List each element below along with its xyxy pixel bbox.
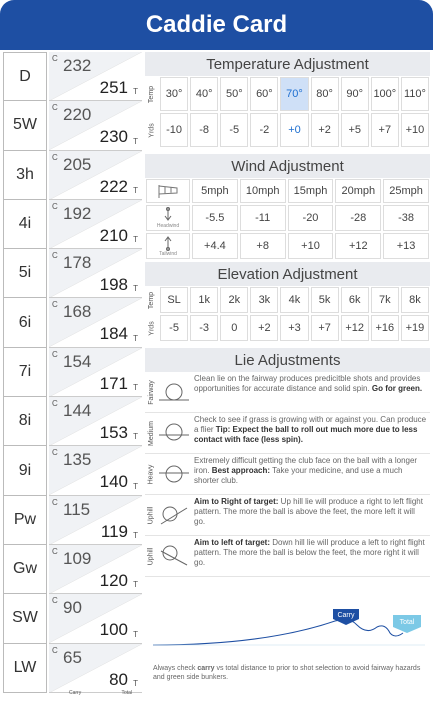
- carry-distance: 192: [63, 203, 92, 223]
- lie-description: [191, 372, 430, 412]
- lie-label-text: Heavy: [147, 464, 155, 484]
- temperature-yards-row: [145, 112, 430, 148]
- temperature-cell: 100°: [371, 77, 399, 111]
- temperature-yards-cell: -8: [190, 113, 218, 147]
- temperature-row: [145, 76, 430, 112]
- carry-marker: C: [52, 645, 58, 655]
- temperature-cell: 40°: [190, 77, 218, 111]
- elevation-yards-cell: +16: [371, 315, 399, 341]
- carry-marker: C: [52, 448, 58, 458]
- tailwind-cell: +10: [288, 233, 334, 259]
- lie-label: [145, 413, 157, 453]
- club-name: 9i: [3, 446, 47, 495]
- total-distance: 119: [100, 521, 128, 541]
- carry-marker: C: [52, 546, 58, 556]
- temperature-cell: 50°: [220, 77, 248, 111]
- total-marker: T: [133, 383, 138, 393]
- elevation-cell: 6k: [341, 287, 369, 313]
- distance-cell: [49, 397, 142, 446]
- page-title: Caddie Card: [145, 11, 288, 38]
- headwind-cell: -28: [335, 205, 381, 231]
- wind-title: Wind Adjustment: [145, 154, 430, 178]
- lie-title: Lie Adjustments: [145, 348, 430, 372]
- distance-column: [49, 52, 142, 693]
- elevation-yards-cell: +12: [341, 315, 369, 341]
- club-name: 5W: [3, 101, 47, 150]
- fairway-lie-icon: [157, 372, 191, 412]
- row-label: Temp: [148, 85, 156, 103]
- total-distance: 184: [99, 324, 128, 344]
- distance-cell: [49, 101, 142, 150]
- total-marker: T: [133, 629, 138, 639]
- elevation-yards-cell: -3: [190, 315, 218, 341]
- carry-marker: C: [52, 103, 58, 113]
- card-header: [0, 0, 433, 50]
- lie-row: [145, 495, 430, 536]
- temperature-cell: 80°: [311, 77, 339, 111]
- total-distance: 198: [99, 275, 128, 295]
- club-name: 3h: [3, 151, 47, 200]
- footer-note: [153, 664, 423, 682]
- lie-tip: Tip: Expect the ball to roll out much more due to less contact with face (less spin).: [194, 425, 418, 444]
- wind-speed-cell: 15mph: [288, 179, 334, 203]
- total-marker: T: [133, 481, 138, 491]
- total-tag-label: Total: [399, 619, 415, 626]
- carry-marker: C: [52, 399, 58, 409]
- wind-speed-cell: 20mph: [335, 179, 381, 203]
- total-marker: T: [133, 432, 138, 442]
- carry-marker: C: [52, 596, 58, 606]
- distance-cell: [49, 644, 142, 693]
- row-label: Yrds: [148, 320, 156, 336]
- total-distance: 230: [99, 127, 128, 147]
- total-marker: T: [133, 678, 138, 688]
- lie-description: [191, 495, 430, 535]
- total-marker: T: [133, 530, 138, 540]
- lie-text: Check to see if grass is growing with or against you. Can produce a flier: [194, 415, 427, 434]
- club-name: SW: [3, 594, 47, 643]
- temperature-yards-cell: +7: [371, 113, 399, 147]
- club-name: 6i: [3, 298, 47, 347]
- temperature-yards-cell: +2: [311, 113, 339, 147]
- elevation-yards-cell: +7: [311, 315, 339, 341]
- wind-speed-cell: 10mph: [240, 179, 286, 203]
- trajectory-graphic: [145, 579, 430, 649]
- lie-description: [191, 536, 430, 576]
- wind-speed-row: [145, 178, 430, 204]
- temperature-cell: 30°: [160, 77, 188, 111]
- lie-label: [145, 454, 157, 494]
- wind-speed-cell: 5mph: [192, 179, 238, 203]
- tailwind-icon: [146, 233, 190, 259]
- total-distance: 140: [99, 472, 128, 492]
- lie-label: [145, 372, 157, 412]
- total-marker: T: [133, 235, 138, 245]
- windsock-icon: [146, 179, 190, 203]
- temperature-yards-cell: +10: [401, 113, 429, 147]
- headwind-cell: -11: [240, 205, 286, 231]
- club-name: 7i: [3, 348, 47, 397]
- carry-distance: 205: [63, 154, 92, 174]
- temperature-yards-cell: -10: [160, 113, 188, 147]
- carry-distance: 65: [63, 647, 82, 667]
- distance-cell: [49, 249, 142, 298]
- elevation-yards-cell: +2: [250, 315, 278, 341]
- lie-label-text: Fairway: [147, 379, 155, 405]
- row-label: Temp: [148, 291, 156, 309]
- distance-cell: [49, 496, 142, 545]
- elevation-cell: 5k: [311, 287, 339, 313]
- carry-distance: 168: [63, 302, 92, 322]
- carry-marker: C: [52, 251, 58, 261]
- carry-marker: C: [52, 349, 58, 359]
- headwind-cell: -38: [383, 205, 429, 231]
- headwind-row: [145, 204, 430, 232]
- elevation-row: [145, 286, 430, 314]
- club-name: Pw: [3, 496, 47, 545]
- lie-tip: Aim to left of target:: [194, 538, 270, 547]
- heavy-lie-icon: [157, 454, 191, 494]
- carry-distance: 178: [63, 253, 92, 273]
- carry-distance: 154: [63, 351, 92, 371]
- lie-row: [145, 413, 430, 454]
- tailwind-cell: +13: [383, 233, 429, 259]
- total-legend-label: Total: [121, 690, 132, 696]
- total-marker: T: [133, 185, 138, 195]
- total-distance: 80: [109, 669, 128, 689]
- club-name: LW: [3, 644, 47, 693]
- distance-cell: [49, 151, 142, 200]
- lie-row: [145, 536, 430, 577]
- tailwind-row: [145, 232, 430, 260]
- distance-cell: [49, 298, 142, 347]
- tailwind-label: Tailwind: [159, 251, 177, 257]
- footer-note-text: Always check carry vs total distance to prior to shot selection to avoid fairway hazards and green side bunkers.: [153, 665, 421, 682]
- carry-trajectory-line: [153, 620, 403, 645]
- adjustments-panel: [145, 52, 430, 649]
- total-distance: 251: [99, 78, 128, 97]
- carry-distance: 135: [63, 450, 92, 470]
- temperature-title: Temperature Adjustment: [145, 52, 430, 76]
- total-distance: 210: [99, 225, 128, 245]
- total-distance: 153: [99, 423, 128, 443]
- club-name: 8i: [3, 397, 47, 446]
- distance-legend: [49, 690, 142, 700]
- temperature-yards-cell: -2: [250, 113, 278, 147]
- total-distance: 171: [99, 373, 128, 393]
- row-label: Yrds: [148, 122, 156, 138]
- distance-cell: [49, 594, 142, 643]
- elevation-yards-row: [145, 314, 430, 342]
- lie-label-text: Uphill: [147, 547, 155, 565]
- elevation-cell: 8k: [401, 287, 429, 313]
- lie-label: [145, 495, 157, 535]
- headwind-icon: [146, 205, 190, 231]
- total-tag: [393, 615, 421, 633]
- carry-legend-label: Carry: [69, 690, 82, 696]
- temperature-cell: 60°: [250, 77, 278, 111]
- total-distance: 100: [99, 620, 128, 640]
- total-distance: 222: [99, 176, 128, 196]
- temperature-yards-cell: +0: [280, 113, 308, 147]
- tailwind-cell: +4.4: [192, 233, 238, 259]
- carry-distance: 109: [63, 548, 92, 568]
- lie-row: [145, 454, 430, 495]
- lie-text-2: Take your medicine, and use a much shorter club.: [194, 466, 403, 485]
- tailwind-cell: +12: [335, 233, 381, 259]
- club-name: Gw: [3, 545, 47, 594]
- lie-text-2: Down hill lie will produce a left to right flight pattern. The more the ball is below the feet, the more right it will go.: [194, 538, 425, 567]
- temperature-yards-cell: +5: [341, 113, 369, 147]
- carry-marker: C: [52, 201, 58, 211]
- lie-description: [191, 413, 430, 453]
- elevation-yards-cell: +3: [280, 315, 308, 341]
- lie-label: [145, 536, 157, 576]
- club-column: [3, 52, 47, 693]
- lie-tip: Aim to Right of target:: [194, 497, 279, 506]
- distance-cell: [49, 200, 142, 249]
- lie-list: [145, 372, 430, 577]
- carry-distance: 232: [63, 56, 92, 75]
- elevation-cell: 3k: [250, 287, 278, 313]
- lie-row: [145, 372, 430, 413]
- club-name: 4i: [3, 200, 47, 249]
- headwind-label: Headwind: [156, 223, 180, 229]
- elevation-cell: 2k: [220, 287, 248, 313]
- carry-distance: 115: [63, 499, 91, 519]
- lie-label-text: Uphill: [147, 506, 155, 524]
- carry-marker: C: [52, 152, 58, 162]
- elevation-yards-cell: -5: [160, 315, 188, 341]
- carry-tag-label: Carry: [337, 612, 355, 619]
- temperature-yards-cell: -5: [220, 113, 248, 147]
- lie-text-2: Up hill lie will produce a right to left flight pattern. The more the ball is above the feet, the more left it will go.: [194, 497, 423, 526]
- club-name: 5i: [3, 249, 47, 298]
- temperature-cell: 90°: [341, 77, 369, 111]
- carry-marker: C: [52, 497, 58, 507]
- lie-description: [191, 454, 430, 494]
- total-marker: T: [133, 333, 138, 343]
- wind-speed-cell: 25mph: [383, 179, 429, 203]
- carry-distance: 90: [63, 598, 82, 618]
- lie-tip: Best approach:: [211, 466, 271, 475]
- elevation-cell: 7k: [371, 287, 399, 313]
- headwind-cell: -5.5: [192, 205, 238, 231]
- carry-distance: 144: [63, 401, 92, 421]
- carry-marker: C: [52, 54, 58, 63]
- note-emphasis: carry: [197, 665, 215, 672]
- headwind-cell: -20: [288, 205, 334, 231]
- total-marker: T: [133, 284, 138, 294]
- distance-cell: [49, 348, 142, 397]
- total-distance: 120: [99, 570, 128, 590]
- elevation-title: Elevation Adjustment: [145, 262, 430, 286]
- temperature-cell: 70°: [280, 77, 308, 111]
- distance-cell: [49, 545, 142, 594]
- lie-tip: Go for green.: [371, 384, 423, 393]
- carry-marker: C: [52, 300, 58, 310]
- lie-text: Clean lie on the fairway produces predicitble shots and provides opportunities for accurate distance and solid spin.: [194, 374, 421, 393]
- elevation-cell: 1k: [190, 287, 218, 313]
- lie-text: Extremely difficult getting the club face on the ball with a longer iron.: [194, 456, 418, 475]
- medium-lie-icon: [157, 413, 191, 453]
- uphill-lie-icon: [157, 495, 191, 535]
- distance-cell: [49, 52, 142, 101]
- distance-cell: [49, 446, 142, 495]
- total-marker: T: [133, 87, 138, 97]
- total-marker: T: [133, 136, 138, 146]
- lie-label-text: Medium: [147, 420, 155, 446]
- downhill-lie-icon: [157, 536, 191, 576]
- club-name: D: [3, 52, 47, 101]
- elevation-yards-cell: +19: [401, 315, 429, 341]
- elevation-cell: 4k: [280, 287, 308, 313]
- elevation-yards-cell: 0: [220, 315, 248, 341]
- carry-distance: 220: [63, 105, 92, 125]
- elevation-cell: SL: [160, 287, 188, 313]
- tailwind-cell: +8: [240, 233, 286, 259]
- total-marker: T: [133, 580, 138, 590]
- temperature-cell: 110°: [401, 77, 429, 111]
